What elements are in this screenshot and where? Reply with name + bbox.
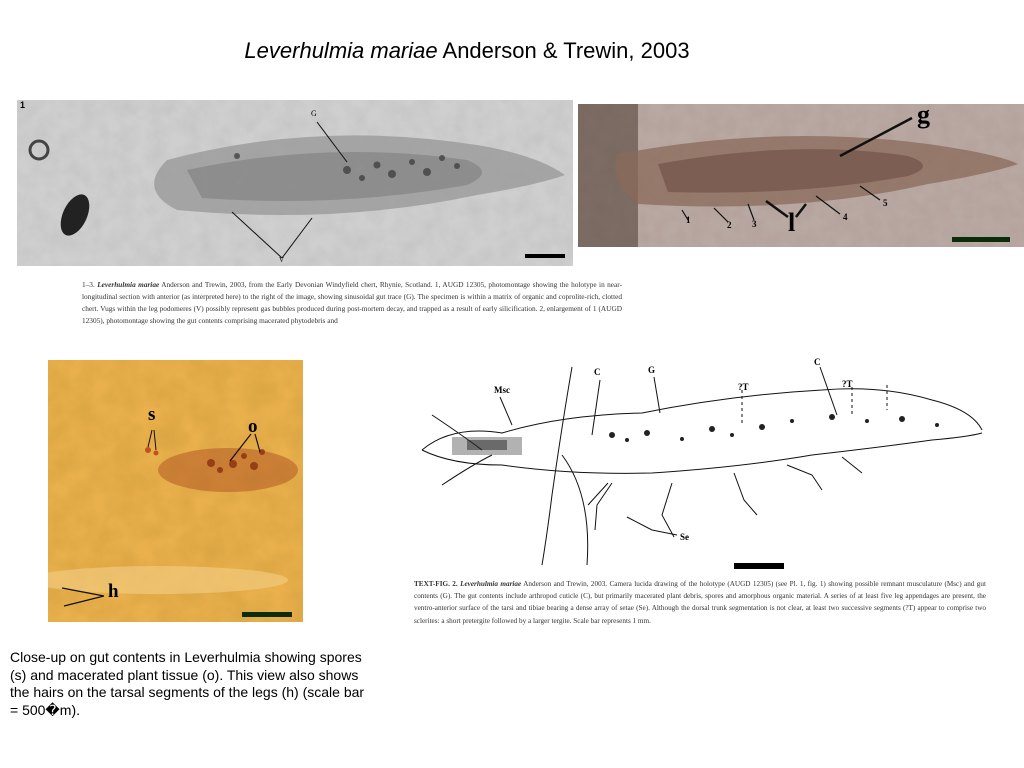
gut-closeup-image bbox=[48, 360, 303, 622]
drawing-label-c-left: C bbox=[594, 367, 601, 377]
figure-1-label-g: G bbox=[311, 109, 317, 118]
closeup-label-s: s bbox=[148, 404, 156, 425]
figure-1-3-caption bbox=[82, 279, 622, 327]
camera-lucida-drawing bbox=[412, 355, 987, 570]
figure-2-label-g: g bbox=[917, 104, 930, 129]
drawing-label-t1: ?T bbox=[738, 382, 749, 392]
figure-2-leg-5: 5 bbox=[883, 198, 888, 208]
textfig-caption-prefix: TEXT-FIG. 2. bbox=[414, 580, 461, 588]
figure-1-photomontage bbox=[17, 100, 573, 266]
figure-2-leg-1: 1 bbox=[686, 215, 691, 225]
figure-1-image bbox=[17, 100, 573, 266]
figure-2-image bbox=[578, 104, 1024, 247]
figure-2-label-l: l bbox=[788, 208, 796, 237]
caption-fig1-body: Anderson and Trewin, 2003, from the Early Devonian Windyfield chert, Rhynie, Scotland. 1, AUGD 12305, photomontage showing the holotype in near-longitudinal section with anterior (as interpreted here) to the right of the image, showing sinusoidal gut trace (G). The specimen is within a matrix of organic and coprolite-rich, clotted chert. Vugs within the leg podomeres (V) possibly represent gas bubbles produced during post-mortem decay, and trapped as a result of early silicification. 2, enlargement of 1 (AUGD 12305), photomontage showing the gut contents comprising macerated phytodebris and bbox=[82, 280, 622, 325]
gut-closeup-photo bbox=[48, 360, 303, 622]
slide-title bbox=[0, 38, 934, 64]
figure-2-leg-3: 3 bbox=[752, 219, 757, 229]
figure-2-leg-2: 2 bbox=[727, 220, 732, 230]
figure-1-number: 1 bbox=[20, 100, 26, 110]
caption-fig1-species: Leverhulmia mariae bbox=[97, 280, 160, 289]
drawing-label-t2: ?T bbox=[842, 379, 853, 389]
closeup-label-h: h bbox=[108, 581, 119, 602]
textfig-caption-species: Leverhulmia mariae bbox=[460, 580, 522, 588]
title-species: Leverhulmia mariae bbox=[244, 38, 438, 63]
drawing-label-msc: Msc bbox=[494, 385, 510, 395]
drawing-label-g: G bbox=[648, 365, 656, 375]
caption-fig1-prefix: 1–3. bbox=[82, 280, 98, 289]
title-authors: Anderson & Trewin, 2003 bbox=[437, 38, 690, 63]
drawing-label-se: Se bbox=[680, 532, 689, 542]
drawing-label-c-right: C bbox=[814, 357, 821, 367]
closeup-label-o: o bbox=[248, 416, 258, 437]
figure-2-photomontage bbox=[578, 104, 1024, 247]
figure-1-label-v: V bbox=[279, 256, 285, 264]
textfig-caption-body: Anderson and Trewin, 2003. Camera lucida drawing of the holotype (AUGD 12305) (see Pl. 1, fig. 1) showing possible remnant musculature (Msc) and gut contents (G). The gut contents include arthropod cuticle (C), but primarily macerated plant debris, spores and amorphous organic material. A series of at least five leg appendages are present, the ventro-anterior surface of the tarsi and tibiae bearing a dense array of setae (Se). Although the dorsal trunk segmentation is not clear, at least two successive segments (?T) appear to comprise two sclerites: a short pretergite followed by a larger tergite. Scale bar represents 1 mm. bbox=[414, 580, 986, 625]
closeup-caption: Close-up on gut contents in Leverhulmia showing spores (s) and macerated plant tissue (o). This view also shows the hairs on the tarsal segments of the legs (h) (scale bar = 500�m). bbox=[10, 649, 365, 718]
figure-2-leg-4: 4 bbox=[843, 212, 848, 222]
text-fig-2-caption bbox=[414, 578, 986, 627]
